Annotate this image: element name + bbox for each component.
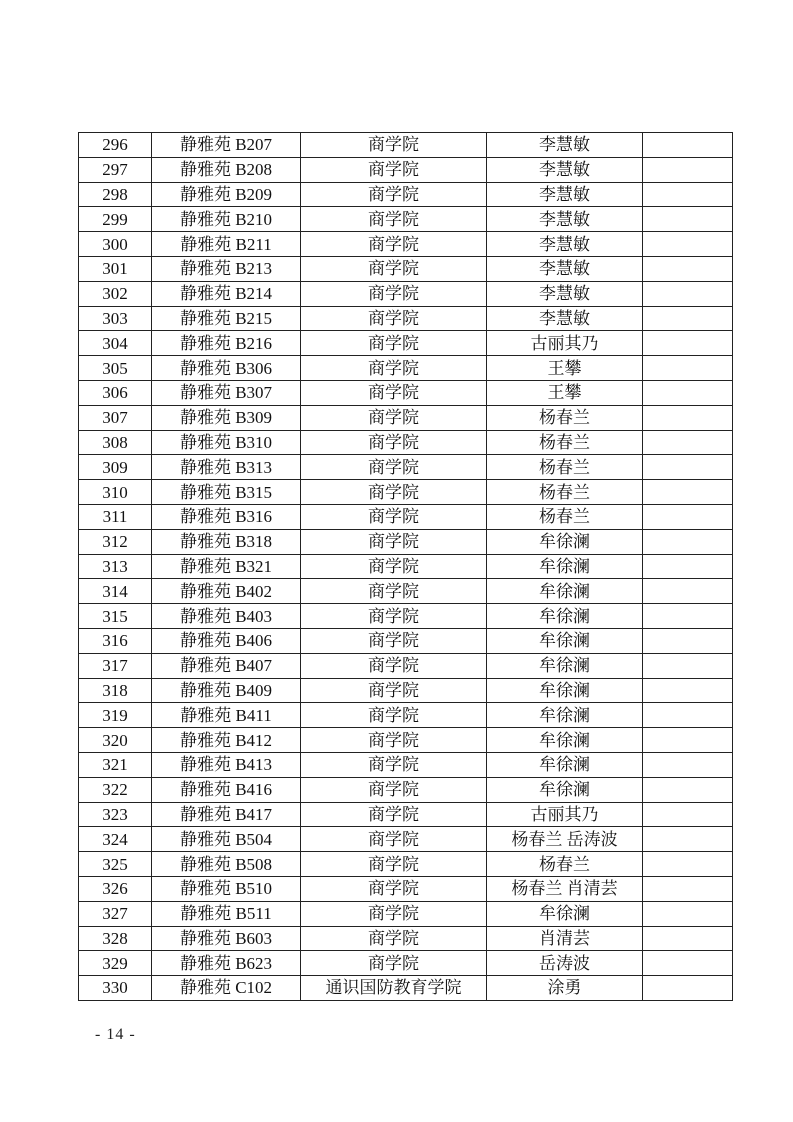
remarks-cell bbox=[643, 182, 733, 207]
remarks-cell bbox=[643, 430, 733, 455]
remarks-cell bbox=[643, 852, 733, 877]
remarks-cell bbox=[643, 157, 733, 182]
remarks-cell bbox=[643, 951, 733, 976]
college-cell: 商学院 bbox=[301, 628, 487, 653]
row-index-cell: 304 bbox=[79, 331, 152, 356]
remarks-cell bbox=[643, 926, 733, 951]
counselor-cell: 李慧敏 bbox=[487, 232, 643, 257]
college-cell: 商学院 bbox=[301, 281, 487, 306]
row-index-cell: 316 bbox=[79, 628, 152, 653]
table-row bbox=[79, 653, 733, 678]
row-index-cell: 321 bbox=[79, 752, 152, 777]
dorm-room-cell: 静雅苑 B306 bbox=[152, 356, 301, 381]
dorm-room-cell: 静雅苑 B315 bbox=[152, 480, 301, 505]
table-row bbox=[79, 901, 733, 926]
college-cell: 商学院 bbox=[301, 678, 487, 703]
college-cell: 商学院 bbox=[301, 579, 487, 604]
remarks-cell bbox=[643, 579, 733, 604]
row-index-cell: 302 bbox=[79, 281, 152, 306]
remarks-cell bbox=[643, 133, 733, 158]
table-row bbox=[79, 182, 733, 207]
row-index-cell: 309 bbox=[79, 455, 152, 480]
row-index-cell: 305 bbox=[79, 356, 152, 381]
remarks-cell bbox=[643, 256, 733, 281]
dorm-room-cell: 静雅苑 B321 bbox=[152, 554, 301, 579]
row-index-cell: 300 bbox=[79, 232, 152, 257]
table-row bbox=[79, 232, 733, 257]
remarks-cell bbox=[643, 232, 733, 257]
dorm-room-cell: 静雅苑 B504 bbox=[152, 827, 301, 852]
remarks-cell bbox=[643, 504, 733, 529]
college-cell: 商学院 bbox=[301, 380, 487, 405]
counselor-cell: 杨春兰 bbox=[487, 405, 643, 430]
college-cell: 商学院 bbox=[301, 604, 487, 629]
row-index-cell: 323 bbox=[79, 802, 152, 827]
college-cell: 商学院 bbox=[301, 876, 487, 901]
counselor-cell: 杨春兰 bbox=[487, 504, 643, 529]
table-row bbox=[79, 554, 733, 579]
row-index-cell: 306 bbox=[79, 380, 152, 405]
counselor-cell: 王攀 bbox=[487, 356, 643, 381]
counselor-cell: 牟徐澜 bbox=[487, 628, 643, 653]
college-cell: 商学院 bbox=[301, 529, 487, 554]
college-cell: 商学院 bbox=[301, 455, 487, 480]
remarks-cell bbox=[643, 405, 733, 430]
remarks-cell bbox=[643, 480, 733, 505]
dorm-room-cell: 静雅苑 B406 bbox=[152, 628, 301, 653]
page-number: - 14 - bbox=[95, 1026, 136, 1043]
college-cell: 商学院 bbox=[301, 728, 487, 753]
row-index-cell: 320 bbox=[79, 728, 152, 753]
dorm-room-cell: 静雅苑 B402 bbox=[152, 579, 301, 604]
row-index-cell: 312 bbox=[79, 529, 152, 554]
table-row bbox=[79, 728, 733, 753]
dorm-room-cell: 静雅苑 B307 bbox=[152, 380, 301, 405]
table-row bbox=[79, 133, 733, 158]
counselor-cell: 王攀 bbox=[487, 380, 643, 405]
dorm-room-cell: 静雅苑 B403 bbox=[152, 604, 301, 629]
dorm-room-cell: 静雅苑 B623 bbox=[152, 951, 301, 976]
dorm-room-cell: 静雅苑 B216 bbox=[152, 331, 301, 356]
table-row bbox=[79, 752, 733, 777]
row-index-cell: 328 bbox=[79, 926, 152, 951]
table-row bbox=[79, 430, 733, 455]
college-cell: 商学院 bbox=[301, 256, 487, 281]
counselor-cell: 牟徐澜 bbox=[487, 554, 643, 579]
remarks-cell bbox=[643, 207, 733, 232]
counselor-cell: 李慧敏 bbox=[487, 157, 643, 182]
row-index-cell: 301 bbox=[79, 256, 152, 281]
dormitory-assignment-table bbox=[78, 132, 733, 1001]
counselor-cell: 杨春兰 bbox=[487, 852, 643, 877]
counselor-cell: 古丽其乃 bbox=[487, 331, 643, 356]
dorm-room-cell: 静雅苑 B207 bbox=[152, 133, 301, 158]
remarks-cell bbox=[643, 604, 733, 629]
dorm-room-cell: 静雅苑 B310 bbox=[152, 430, 301, 455]
row-index-cell: 310 bbox=[79, 480, 152, 505]
table-row bbox=[79, 876, 733, 901]
college-cell: 商学院 bbox=[301, 802, 487, 827]
table-row bbox=[79, 480, 733, 505]
dorm-room-cell: 静雅苑 B603 bbox=[152, 926, 301, 951]
dorm-room-cell: 静雅苑 B416 bbox=[152, 777, 301, 802]
table-row bbox=[79, 504, 733, 529]
table-row bbox=[79, 405, 733, 430]
dorm-room-cell: 静雅苑 B318 bbox=[152, 529, 301, 554]
table-row bbox=[79, 207, 733, 232]
dorm-room-cell: 静雅苑 B309 bbox=[152, 405, 301, 430]
remarks-cell bbox=[643, 876, 733, 901]
table-row bbox=[79, 628, 733, 653]
table-row bbox=[79, 827, 733, 852]
table-row bbox=[79, 579, 733, 604]
counselor-cell: 杨春兰 bbox=[487, 480, 643, 505]
remarks-cell bbox=[643, 380, 733, 405]
dorm-room-cell: 静雅苑 B511 bbox=[152, 901, 301, 926]
dorm-room-cell: 静雅苑 B316 bbox=[152, 504, 301, 529]
remarks-cell bbox=[643, 628, 733, 653]
counselor-cell: 杨春兰 bbox=[487, 455, 643, 480]
remarks-cell bbox=[643, 703, 733, 728]
counselor-cell: 牟徐澜 bbox=[487, 752, 643, 777]
table-row bbox=[79, 678, 733, 703]
college-cell: 商学院 bbox=[301, 827, 487, 852]
dorm-room-cell: 静雅苑 B213 bbox=[152, 256, 301, 281]
row-index-cell: 313 bbox=[79, 554, 152, 579]
college-cell: 商学院 bbox=[301, 405, 487, 430]
row-index-cell: 326 bbox=[79, 876, 152, 901]
dorm-room-cell: 静雅苑 B210 bbox=[152, 207, 301, 232]
row-index-cell: 315 bbox=[79, 604, 152, 629]
dorm-room-cell: 静雅苑 C102 bbox=[152, 976, 301, 1001]
row-index-cell: 297 bbox=[79, 157, 152, 182]
dorm-room-cell: 静雅苑 B211 bbox=[152, 232, 301, 257]
row-index-cell: 308 bbox=[79, 430, 152, 455]
row-index-cell: 317 bbox=[79, 653, 152, 678]
row-index-cell: 296 bbox=[79, 133, 152, 158]
dorm-room-cell: 静雅苑 B214 bbox=[152, 281, 301, 306]
college-cell: 商学院 bbox=[301, 430, 487, 455]
dorm-room-cell: 静雅苑 B508 bbox=[152, 852, 301, 877]
table-row bbox=[79, 976, 733, 1001]
college-cell: 商学院 bbox=[301, 157, 487, 182]
college-cell: 商学院 bbox=[301, 852, 487, 877]
row-index-cell: 307 bbox=[79, 405, 152, 430]
table-row bbox=[79, 604, 733, 629]
dorm-room-cell: 静雅苑 B409 bbox=[152, 678, 301, 703]
college-cell: 商学院 bbox=[301, 554, 487, 579]
counselor-cell: 李慧敏 bbox=[487, 182, 643, 207]
dorm-room-cell: 静雅苑 B215 bbox=[152, 306, 301, 331]
remarks-cell bbox=[643, 554, 733, 579]
college-cell: 商学院 bbox=[301, 504, 487, 529]
counselor-cell: 牟徐澜 bbox=[487, 678, 643, 703]
college-cell: 商学院 bbox=[301, 207, 487, 232]
table-row bbox=[79, 256, 733, 281]
dorm-room-cell: 静雅苑 B209 bbox=[152, 182, 301, 207]
remarks-cell bbox=[643, 728, 733, 753]
counselor-cell: 杨春兰 bbox=[487, 430, 643, 455]
dorm-room-cell: 静雅苑 B407 bbox=[152, 653, 301, 678]
table-row bbox=[79, 157, 733, 182]
dorm-room-cell: 静雅苑 B412 bbox=[152, 728, 301, 753]
table-body bbox=[79, 133, 733, 1001]
remarks-cell bbox=[643, 901, 733, 926]
remarks-cell bbox=[643, 529, 733, 554]
college-cell: 商学院 bbox=[301, 356, 487, 381]
dorm-room-cell: 静雅苑 B313 bbox=[152, 455, 301, 480]
counselor-cell: 肖清芸 bbox=[487, 926, 643, 951]
remarks-cell bbox=[643, 306, 733, 331]
table-row bbox=[79, 777, 733, 802]
row-index-cell: 322 bbox=[79, 777, 152, 802]
remarks-cell bbox=[643, 455, 733, 480]
college-cell: 通识国防教育学院 bbox=[301, 976, 487, 1001]
row-index-cell: 325 bbox=[79, 852, 152, 877]
college-cell: 商学院 bbox=[301, 331, 487, 356]
table-row bbox=[79, 802, 733, 827]
counselor-cell: 杨春兰 肖清芸 bbox=[487, 876, 643, 901]
row-index-cell: 299 bbox=[79, 207, 152, 232]
table-row bbox=[79, 331, 733, 356]
row-index-cell: 324 bbox=[79, 827, 152, 852]
table-row bbox=[79, 356, 733, 381]
remarks-cell bbox=[643, 331, 733, 356]
counselor-cell: 牟徐澜 bbox=[487, 777, 643, 802]
row-index-cell: 311 bbox=[79, 504, 152, 529]
college-cell: 商学院 bbox=[301, 306, 487, 331]
table-row bbox=[79, 281, 733, 306]
table-row bbox=[79, 926, 733, 951]
table-row bbox=[79, 455, 733, 480]
remarks-cell bbox=[643, 976, 733, 1001]
row-index-cell: 318 bbox=[79, 678, 152, 703]
dorm-room-cell: 静雅苑 B510 bbox=[152, 876, 301, 901]
counselor-cell: 古丽其乃 bbox=[487, 802, 643, 827]
dorm-room-cell: 静雅苑 B417 bbox=[152, 802, 301, 827]
remarks-cell bbox=[643, 653, 733, 678]
table-row bbox=[79, 380, 733, 405]
counselor-cell: 李慧敏 bbox=[487, 306, 643, 331]
row-index-cell: 330 bbox=[79, 976, 152, 1001]
college-cell: 商学院 bbox=[301, 133, 487, 158]
row-index-cell: 329 bbox=[79, 951, 152, 976]
remarks-cell bbox=[643, 802, 733, 827]
counselor-cell: 李慧敏 bbox=[487, 133, 643, 158]
counselor-cell: 李慧敏 bbox=[487, 207, 643, 232]
college-cell: 商学院 bbox=[301, 752, 487, 777]
row-index-cell: 303 bbox=[79, 306, 152, 331]
remarks-cell bbox=[643, 356, 733, 381]
counselor-cell: 岳涛波 bbox=[487, 951, 643, 976]
table-row bbox=[79, 703, 733, 728]
table-row bbox=[79, 529, 733, 554]
dorm-room-cell: 静雅苑 B413 bbox=[152, 752, 301, 777]
remarks-cell bbox=[643, 777, 733, 802]
row-index-cell: 314 bbox=[79, 579, 152, 604]
college-cell: 商学院 bbox=[301, 951, 487, 976]
counselor-cell: 牟徐澜 bbox=[487, 901, 643, 926]
remarks-cell bbox=[643, 281, 733, 306]
college-cell: 商学院 bbox=[301, 703, 487, 728]
dorm-room-cell: 静雅苑 B208 bbox=[152, 157, 301, 182]
college-cell: 商学院 bbox=[301, 777, 487, 802]
counselor-cell: 牟徐澜 bbox=[487, 529, 643, 554]
counselor-cell: 牟徐澜 bbox=[487, 728, 643, 753]
row-index-cell: 327 bbox=[79, 901, 152, 926]
row-index-cell: 298 bbox=[79, 182, 152, 207]
college-cell: 商学院 bbox=[301, 926, 487, 951]
dorm-room-cell: 静雅苑 B411 bbox=[152, 703, 301, 728]
college-cell: 商学院 bbox=[301, 480, 487, 505]
counselor-cell: 涂勇 bbox=[487, 976, 643, 1001]
row-index-cell: 319 bbox=[79, 703, 152, 728]
remarks-cell bbox=[643, 752, 733, 777]
counselor-cell: 李慧敏 bbox=[487, 281, 643, 306]
remarks-cell bbox=[643, 678, 733, 703]
remarks-cell bbox=[643, 827, 733, 852]
college-cell: 商学院 bbox=[301, 232, 487, 257]
counselor-cell: 牟徐澜 bbox=[487, 604, 643, 629]
counselor-cell: 牟徐澜 bbox=[487, 703, 643, 728]
counselor-cell: 牟徐澜 bbox=[487, 653, 643, 678]
college-cell: 商学院 bbox=[301, 653, 487, 678]
table-row bbox=[79, 852, 733, 877]
counselor-cell: 李慧敏 bbox=[487, 256, 643, 281]
college-cell: 商学院 bbox=[301, 182, 487, 207]
table-row bbox=[79, 951, 733, 976]
college-cell: 商学院 bbox=[301, 901, 487, 926]
counselor-cell: 杨春兰 岳涛波 bbox=[487, 827, 643, 852]
counselor-cell: 牟徐澜 bbox=[487, 579, 643, 604]
table-row bbox=[79, 306, 733, 331]
